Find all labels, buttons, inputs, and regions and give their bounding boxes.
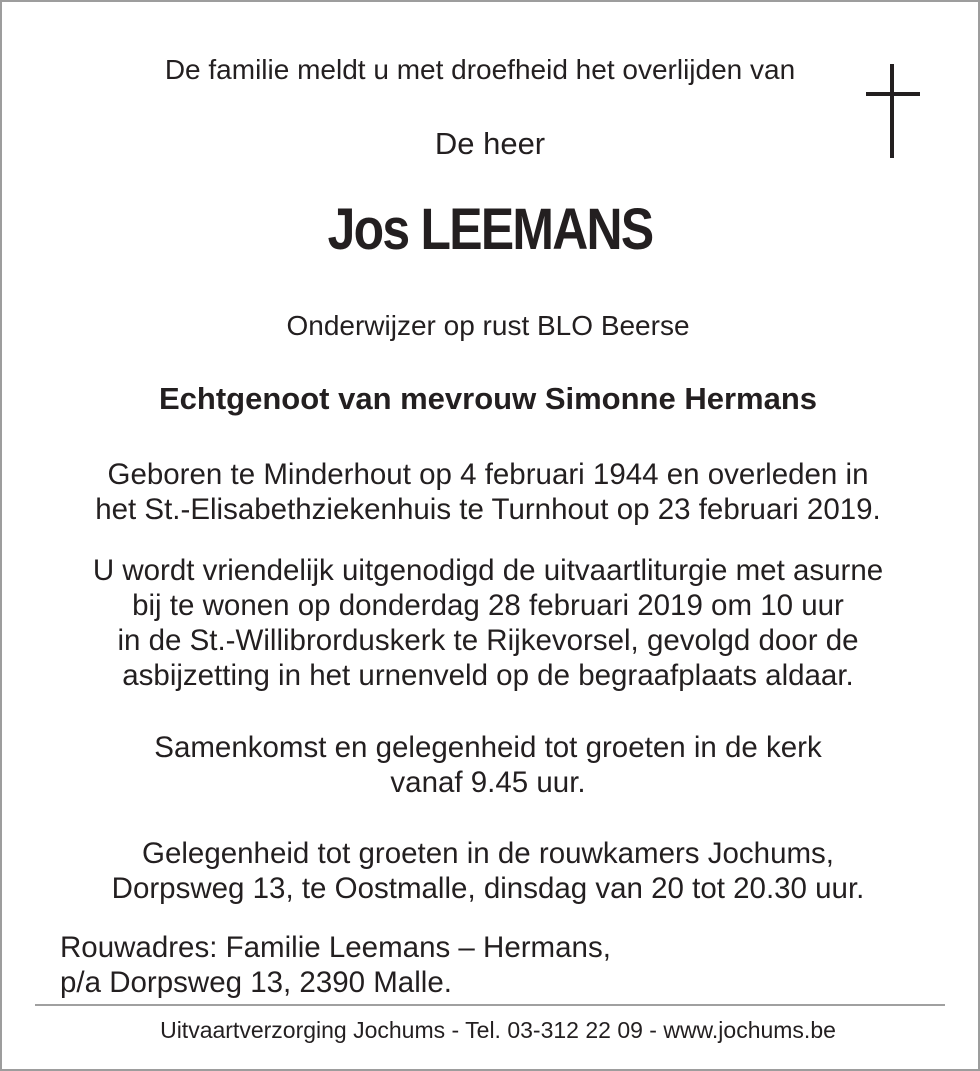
funeral-line-4: asbijzetting in het urnenveld op de begraafplaats aldaar. [122, 659, 854, 692]
deceased-name: Jos LEEMANS [327, 197, 653, 262]
birth-line-1: Geboren te Minderhout op 4 februari 1944 en overleden in [107, 458, 869, 491]
visit-line-2: Dorpsweg 13, te Oostmalle, dinsdag van 20 tot 20.30 uur. [111, 872, 865, 905]
funeral-paragraph [0, 553, 978, 693]
gathering-paragraph [0, 730, 978, 800]
birth-death-paragraph [0, 457, 978, 527]
funeral-home-footer: Uitvaartverzorging Jochums - Tel. 03-312 22 09 - www.jochums.be [160, 1017, 836, 1043]
salutation: De heer [434, 126, 546, 161]
address-line-1: Rouwadres: Familie Leemans – Hermans, [60, 931, 611, 964]
mourning-address [60, 930, 611, 1000]
funeral-line-3: in de St.-Willibrorduskerk te Rijkevorsel, gevolgd door de [117, 624, 859, 657]
profession: Onderwijzer op rust BLO Beerse [286, 310, 690, 341]
funeral-line-1: U wordt vriendelijk uitgenodigd de uitvaartliturgie met asurne [92, 554, 884, 587]
spouse-line: Echtgenoot van mevrouw Simonne Hermans [158, 381, 818, 416]
intro-text: De familie meldt u met droefheid het overlijden van [164, 54, 796, 85]
address-line-2: p/a Dorpsweg 13, 2390 Malle. [60, 966, 452, 999]
gathering-line-2: vanaf 9.45 uur. [390, 766, 586, 799]
funeral-line-2: bij te wonen op donderdag 28 februari 2019 om 10 uur [132, 589, 844, 622]
footer-divider [35, 1004, 945, 1006]
visit-paragraph [0, 836, 978, 906]
visit-line-1: Gelegenheid tot groeten in de rouwkamers Jochums, [142, 837, 834, 870]
gathering-line-1: Samenkomst en gelegenheid tot groeten in de kerk [154, 731, 822, 764]
birth-line-2: het St.-Elisabethziekenhuis te Turnhout op 23 februari 2019. [95, 493, 881, 526]
